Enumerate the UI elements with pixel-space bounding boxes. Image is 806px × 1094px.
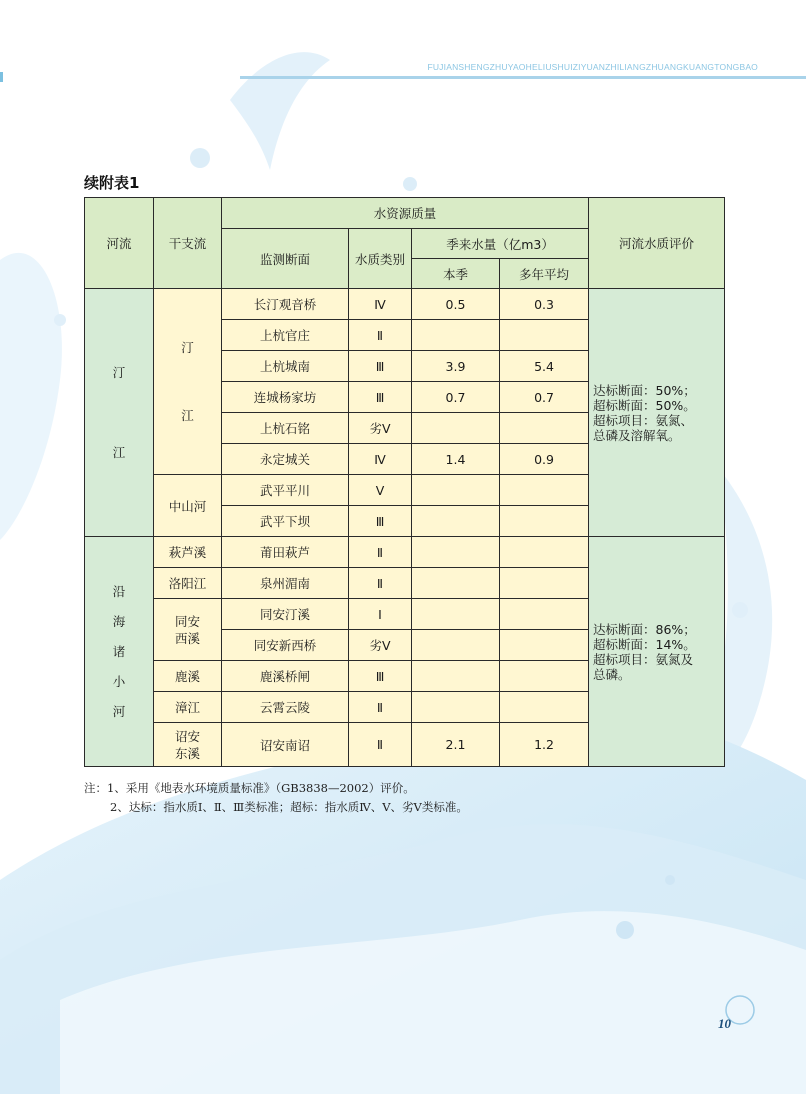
average-cell: [500, 475, 589, 506]
evaluation-cell: 达标断面：86%； 超标断面：14%。 超标项目：氨氮及 总磷。: [589, 537, 725, 767]
section-cell: 诏安南诏: [222, 723, 349, 767]
season-cell: [412, 320, 500, 351]
section-cell: 莆田萩芦: [222, 537, 349, 568]
category-cell: Ⅲ: [349, 661, 412, 692]
category-cell: Ⅳ: [349, 444, 412, 475]
header-average: 多年平均: [500, 259, 589, 289]
season-cell: [412, 475, 500, 506]
average-cell: [500, 320, 589, 351]
category-cell: 劣Ⅴ: [349, 413, 412, 444]
river-cell: 汀 江: [85, 289, 154, 537]
section-cell: 同安新西桥: [222, 630, 349, 661]
note-line-2: 2、达标：指水质Ⅰ、Ⅱ、Ⅲ类标准；超标：指水质Ⅳ、Ⅴ、劣Ⅴ类标准。: [110, 800, 468, 814]
section-cell: 云霄云陵: [222, 692, 349, 723]
category-cell: Ⅲ: [349, 382, 412, 413]
running-header: FUJIANSHENGZHUYAOHELIUSHUIZIYUANZHILIANGZHUANGKUANGTONGBAO: [427, 62, 758, 72]
average-cell: [500, 599, 589, 630]
table-title: 续附表1: [84, 174, 140, 192]
header-inflow: 季来水量（亿m3）: [412, 229, 589, 259]
average-cell: 0.3: [500, 289, 589, 320]
note-line-1: 注：1、采用《地表水环境质量标准》（GB3838—2002）评价。: [84, 781, 415, 795]
season-cell: 2.1: [412, 723, 500, 767]
average-cell: 5.4: [500, 351, 589, 382]
category-cell: Ⅴ: [349, 475, 412, 506]
table-notes: [84, 779, 468, 817]
average-cell: 0.9: [500, 444, 589, 475]
tributary-cell: 萩芦溪: [154, 537, 222, 568]
tributary-cell: 同安 西溪: [154, 599, 222, 661]
river-cell: 沿 海 诸 小 河: [85, 537, 154, 767]
header-category: 水质类别: [349, 229, 412, 289]
section-cell: 同安汀溪: [222, 599, 349, 630]
category-cell: Ⅳ: [349, 289, 412, 320]
category-cell: Ⅱ: [349, 723, 412, 767]
water-quality-table: [84, 197, 725, 767]
category-cell: 劣Ⅴ: [349, 630, 412, 661]
average-cell: 0.7: [500, 382, 589, 413]
season-cell: [412, 661, 500, 692]
average-cell: 1.2: [500, 723, 589, 767]
season-cell: [412, 413, 500, 444]
season-cell: [412, 599, 500, 630]
average-cell: [500, 506, 589, 537]
season-cell: 1.4: [412, 444, 500, 475]
category-cell: Ⅲ: [349, 351, 412, 382]
section-cell: 上杭石铭: [222, 413, 349, 444]
section-cell: 鹿溪桥闸: [222, 661, 349, 692]
season-cell: 0.5: [412, 289, 500, 320]
header-quality-group: 水资源质量: [222, 198, 589, 229]
section-cell: 永定城关: [222, 444, 349, 475]
average-cell: [500, 413, 589, 444]
category-cell: Ⅲ: [349, 506, 412, 537]
evaluation-cell: 达标断面：50%； 超标断面：50%。 超标项目：氨氮、 总磷及溶解氧。: [589, 289, 725, 537]
season-cell: 0.7: [412, 382, 500, 413]
tributary-cell: 诏安 东溪: [154, 723, 222, 767]
header-river: 河流: [85, 198, 154, 289]
category-cell: Ⅱ: [349, 320, 412, 351]
header-left-mark: [0, 72, 3, 82]
average-cell: [500, 661, 589, 692]
season-cell: [412, 506, 500, 537]
header-tributary: 干支流: [154, 198, 222, 289]
header-section: 监测断面: [222, 229, 349, 289]
section-cell: 上杭城南: [222, 351, 349, 382]
page-number: 10: [718, 1016, 731, 1031]
category-cell: Ⅱ: [349, 692, 412, 723]
section-cell: 武平平川: [222, 475, 349, 506]
header-rule: [240, 76, 806, 79]
average-cell: [500, 568, 589, 599]
section-cell: 连城杨家坊: [222, 382, 349, 413]
season-cell: [412, 537, 500, 568]
section-cell: 泉州湄南: [222, 568, 349, 599]
category-cell: Ⅱ: [349, 568, 412, 599]
header-season: 本季: [412, 259, 500, 289]
tributary-cell: 中山河: [154, 475, 222, 537]
section-cell: 上杭官庄: [222, 320, 349, 351]
section-cell: 长汀观音桥: [222, 289, 349, 320]
tributary-cell: 洛阳江: [154, 568, 222, 599]
category-cell: Ⅱ: [349, 537, 412, 568]
season-cell: [412, 692, 500, 723]
category-cell: Ⅰ: [349, 599, 412, 630]
tributary-cell: 鹿溪: [154, 661, 222, 692]
season-cell: [412, 630, 500, 661]
average-cell: [500, 692, 589, 723]
section-cell: 武平下坝: [222, 506, 349, 537]
season-cell: 3.9: [412, 351, 500, 382]
tributary-cell: 漳江: [154, 692, 222, 723]
header-evaluation: 河流水质评价: [589, 198, 725, 289]
average-cell: [500, 630, 589, 661]
season-cell: [412, 568, 500, 599]
average-cell: [500, 537, 589, 568]
tributary-cell: 汀 江: [154, 289, 222, 475]
